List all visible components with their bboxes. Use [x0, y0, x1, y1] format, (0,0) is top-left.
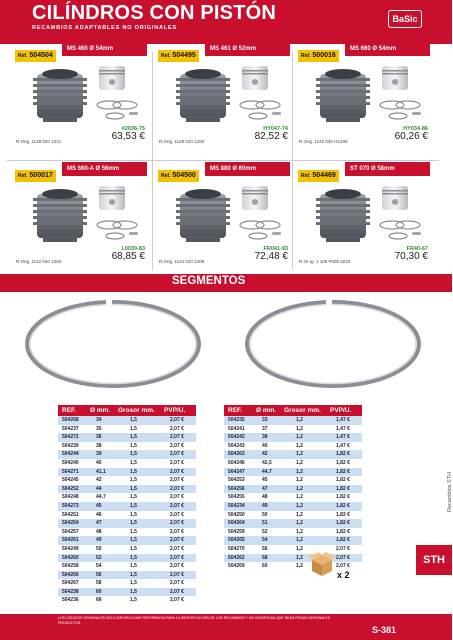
cell-ref: 504242	[228, 434, 245, 441]
cell-ref: 504259	[228, 528, 245, 535]
table-row	[224, 450, 362, 459]
cell-grosor: 1,5	[130, 485, 137, 492]
product-code: FR041-93	[263, 246, 288, 252]
product-code: FR40-67	[406, 246, 428, 252]
cell-pvp: 2,07 €	[170, 597, 184, 604]
table-row	[58, 476, 196, 485]
cell-grosor: 1,2	[296, 477, 303, 484]
col-grosor: Grosor mm.	[118, 407, 155, 414]
cell-ref: 504245	[62, 477, 79, 484]
product-price: 82,52 €	[254, 131, 288, 142]
ref-number: 504500	[172, 172, 196, 179]
ref-number: 504495	[172, 52, 196, 59]
cell-ref: 504251	[62, 511, 79, 518]
cell-diam: 66	[96, 597, 102, 604]
cell-diam: 54	[96, 563, 102, 570]
cell-ref: 504236	[62, 597, 79, 604]
cell-pvp: 1,47 €	[336, 442, 350, 449]
cell-grosor: 1,5	[130, 597, 137, 604]
original-ref: R.Orig. 1124 020 1209	[159, 259, 205, 264]
cell-ref: 504246	[228, 459, 245, 466]
table-row	[224, 442, 362, 451]
cell-ref: 504244	[62, 451, 79, 458]
table-row	[58, 511, 196, 520]
product-ref-tag	[298, 50, 339, 62]
cell-pvp: 2,07 €	[170, 417, 184, 423]
cell-diam: 44	[96, 485, 102, 492]
product-ref-tag	[158, 50, 199, 62]
cell-grosor: 1,5	[130, 588, 137, 595]
cell-grosor: 1,5	[130, 451, 137, 458]
product-card	[298, 162, 430, 277]
cell-pvp: 1,47 €	[336, 417, 350, 423]
side-label: Recambios STH	[447, 471, 453, 512]
cell-ref: 504266	[62, 571, 79, 578]
table-row	[224, 536, 362, 545]
cell-diam: 38	[96, 442, 102, 449]
cell-diam: 58	[262, 554, 268, 561]
cylinder-piston-image	[15, 180, 147, 252]
cell-ref: 504235	[228, 417, 245, 423]
cell-grosor: 1,2	[296, 563, 303, 570]
cell-grosor: 1,5	[130, 434, 137, 441]
cell-pvp: 1,82 €	[336, 502, 350, 509]
cell-diam: 52	[262, 528, 268, 535]
cell-pvp: 1,82 €	[336, 477, 350, 484]
ref-prefix: Ref.	[301, 173, 311, 179]
cell-diam: 46	[96, 511, 102, 518]
cell-diam: 34	[96, 417, 102, 423]
cell-ref: 504271	[62, 468, 79, 475]
product-ref-tag	[158, 170, 199, 182]
cell-grosor: 1,5	[130, 494, 137, 501]
cylinder-piston-image	[298, 60, 430, 132]
cell-ref: 504240	[62, 459, 79, 466]
cell-diam: 54	[262, 537, 268, 544]
cell-grosor: 1,2	[296, 520, 303, 527]
cell-grosor: 1,2	[296, 417, 303, 423]
cell-diam: 45	[262, 477, 268, 484]
table-row	[224, 511, 362, 520]
ref-prefix: Ref.	[161, 53, 171, 59]
original-ref: R.Or-ig. 1 106 P000 3232	[299, 259, 351, 264]
cell-grosor: 1,2	[296, 494, 303, 501]
ref-number: 504504	[29, 52, 53, 59]
product-code: HY047-74	[263, 126, 288, 132]
cell-diam: 40	[262, 442, 268, 449]
table-row	[224, 528, 362, 537]
cell-ref: 504253	[228, 477, 245, 484]
cell-grosor: 1,2	[296, 545, 303, 552]
cell-pvp: 2,07 €	[170, 425, 184, 432]
ref-number: 500017	[29, 172, 53, 179]
cell-ref: 504265	[228, 537, 245, 544]
table-row	[58, 493, 196, 502]
cell-pvp: 2,07 €	[170, 502, 184, 509]
table-row	[58, 416, 196, 425]
grid-divider	[7, 160, 439, 161]
ref-number: 500016	[312, 52, 336, 59]
cell-diam: 42,5	[262, 459, 272, 466]
cell-pvp: 2,07 €	[170, 545, 184, 552]
cell-pvp: 2,07 €	[170, 434, 184, 441]
cell-ref: 504241	[228, 425, 245, 432]
cell-diam: 48	[96, 528, 102, 535]
cell-pvp: 1,82 €	[336, 468, 350, 475]
page-number: S-381	[372, 625, 397, 635]
cell-grosor: 1,2	[296, 425, 303, 432]
product-price: 72,48 €	[254, 251, 288, 262]
cell-pvp: 2,07 €	[170, 520, 184, 527]
cell-pvp: 1,82 €	[336, 459, 350, 466]
col-diam: Ø mm.	[90, 407, 111, 414]
cell-grosor: 1,5	[130, 425, 137, 432]
cell-pvp: 2,07 €	[170, 511, 184, 518]
cell-grosor: 1,5	[130, 563, 137, 570]
cylinder-piston-image	[158, 60, 290, 132]
cell-grosor: 1,2	[296, 468, 303, 475]
cell-grosor: 1,2	[296, 554, 303, 561]
cell-ref: 504263	[228, 451, 245, 458]
cylinder-piston-image	[158, 180, 290, 252]
cell-grosor: 1,5	[130, 554, 137, 561]
cell-grosor: 1,5	[130, 468, 137, 475]
cell-ref: 504248	[62, 494, 79, 501]
cell-pvp: 1,47 €	[336, 425, 350, 432]
table-row	[58, 468, 196, 477]
cell-pvp: 1,82 €	[336, 511, 350, 518]
cell-grosor: 1,2	[296, 459, 303, 466]
cell-pvp: 2,07 €	[170, 442, 184, 449]
cell-pvp: 2,07 €	[170, 580, 184, 587]
cell-pvp: 2,07 €	[170, 494, 184, 501]
table-row	[58, 433, 196, 442]
cell-ref: 504268	[62, 417, 79, 423]
table-row	[58, 502, 196, 511]
product-name-tag: MS 880 Ø 60mm	[205, 162, 290, 176]
cell-ref: 504267	[62, 580, 79, 587]
product-card	[15, 42, 147, 157]
col-pvp: PVP/U.	[164, 407, 186, 414]
cell-ref: 504237	[62, 425, 79, 432]
table-row	[58, 519, 196, 528]
cell-grosor: 1,2	[296, 451, 303, 458]
cell-ref: 504262	[228, 554, 245, 561]
ref-number: 504469	[312, 172, 336, 179]
cell-diam: 42	[96, 477, 102, 484]
segments-table-left	[58, 416, 196, 605]
cell-ref: 504249	[62, 545, 79, 552]
table-row	[224, 416, 362, 425]
product-code: #2036-75	[121, 126, 145, 132]
brand-logo: BaSic	[388, 10, 422, 28]
cell-diam: 49	[96, 537, 102, 544]
table-header-left	[58, 405, 196, 416]
col-diam: Ø mm.	[256, 407, 277, 414]
product-name-tag: ST 070 Ø 58mm	[345, 162, 430, 176]
cell-pvp: 2,07 €	[336, 545, 350, 552]
piston-ring-image	[18, 296, 208, 392]
product-card	[298, 42, 430, 157]
table-row	[224, 493, 362, 502]
cylinder-piston-image	[298, 180, 430, 252]
table-row	[224, 485, 362, 494]
cell-pvp: 1,47 €	[336, 434, 350, 441]
cell-diam: 38	[262, 434, 268, 441]
cell-pvp: 2,07 €	[170, 537, 184, 544]
cell-grosor: 1,5	[130, 459, 137, 466]
page-subtitle: RECAMBIOS ADAPTABLES NO ORIGINALES	[32, 25, 177, 31]
cell-grosor: 1,5	[130, 502, 137, 509]
cell-ref: 504257	[62, 528, 79, 535]
col-grosor: Grosor mm.	[284, 407, 321, 414]
cell-grosor: 1,2	[296, 434, 303, 441]
table-row	[58, 596, 196, 605]
side-category-tab: STH	[416, 545, 452, 575]
grid-divider	[152, 52, 153, 270]
cell-pvp: 1,82 €	[336, 528, 350, 535]
cell-grosor: 1,5	[130, 580, 137, 587]
cell-pvp: 2,07 €	[170, 468, 184, 475]
product-code: L0039-83	[121, 246, 145, 252]
cell-diam: 42	[262, 451, 268, 458]
cell-ref: 504264	[228, 520, 245, 527]
cell-diam: 35	[96, 425, 102, 432]
col-pvp: PVP/U.	[330, 407, 352, 414]
product-price: 68,85 €	[111, 251, 145, 262]
table-row	[224, 519, 362, 528]
original-ref: R.Orig. 1128 020 1250	[159, 139, 205, 144]
cell-grosor: 1,5	[130, 417, 137, 423]
table-row	[58, 554, 196, 563]
cell-pvp: 2,07 €	[336, 554, 350, 561]
cell-diam: 56	[96, 571, 102, 578]
cell-diam: 48	[262, 494, 268, 501]
cell-diam: 37	[262, 425, 268, 432]
cell-pvp: 2,07 €	[170, 554, 184, 561]
cylinder-piston-image	[15, 60, 147, 132]
product-price: 70,30 €	[394, 251, 428, 262]
cell-diam: 60	[262, 563, 268, 570]
cell-ref: 504273	[62, 502, 79, 509]
cell-grosor: 1,5	[130, 537, 137, 544]
cell-ref: 504258	[62, 563, 79, 570]
grid-divider	[292, 52, 293, 270]
table-row	[58, 588, 196, 597]
product-ref-tag	[15, 50, 56, 62]
cell-diam: 44,7	[96, 494, 106, 501]
cell-grosor: 1,5	[130, 442, 137, 449]
cell-grosor: 1,5	[130, 571, 137, 578]
cell-pvp: 2,07 €	[170, 485, 184, 492]
table-header-right	[224, 405, 362, 416]
table-row	[224, 545, 362, 554]
cell-ref: 504247	[228, 468, 245, 475]
cell-diam: 44,7	[262, 468, 272, 475]
table-row	[58, 536, 196, 545]
pack-quantity: x 2	[337, 570, 350, 580]
box-icon	[308, 550, 336, 578]
product-name-tag: MS 660-A Ø 56mm	[62, 162, 147, 176]
cell-diam: 33	[262, 417, 268, 423]
cell-pvp: 2,07 €	[170, 571, 184, 578]
table-row	[58, 571, 196, 580]
cell-diam: 51	[262, 520, 268, 527]
cell-ref: 504272	[62, 434, 79, 441]
col-ref: REF.	[228, 407, 243, 414]
cell-grosor: 1,2	[296, 442, 303, 449]
cell-diam: 52	[96, 554, 102, 561]
product-price: 60,26 €	[394, 131, 428, 142]
table-row	[224, 502, 362, 511]
cell-ref: 504252	[62, 485, 79, 492]
cell-grosor: 1,5	[130, 477, 137, 484]
cell-diam: 56	[262, 545, 268, 552]
original-ref: R.Orig. 1122 020 H1209	[299, 139, 348, 144]
table-row	[58, 450, 196, 459]
table-row	[58, 545, 196, 554]
product-name-tag: MS 461 Ø 52mm	[205, 42, 290, 56]
footer-disclaimer: LOS CÓDIGOS ORIGINALES SÓLO SIRVEN COMO REFERENCIA PARA LA IDENTIFICACIÓN DE LOS RECAMBIOS Y NO SIGNIFICAN QUE SEAN PIEZAS ORIGINALES PRODUCTOS	[58, 616, 331, 625]
section-title: SEGMENTOS	[172, 275, 246, 287]
cell-diam: 50	[262, 511, 268, 518]
product-card	[15, 162, 147, 277]
cell-ref: 504239	[62, 442, 79, 449]
product-ref-tag	[15, 170, 56, 182]
cell-ref: 504243	[228, 442, 245, 449]
cell-diam: 58	[96, 580, 102, 587]
cell-pvp: 1,82 €	[336, 451, 350, 458]
table-row	[224, 468, 362, 477]
product-price: 63,53 €	[111, 131, 145, 142]
cell-pvp: 2,07 €	[170, 477, 184, 484]
cell-pvp: 2,07 €	[336, 563, 350, 570]
cell-pvp: 1,82 €	[336, 537, 350, 544]
cell-ref: 504234	[228, 502, 245, 509]
cell-pvp: 2,07 €	[170, 451, 184, 458]
ref-prefix: Ref.	[18, 173, 28, 179]
cell-ref: 504256	[228, 485, 245, 492]
ref-prefix: Ref.	[18, 53, 28, 59]
table-row	[58, 485, 196, 494]
col-ref: REF.	[62, 407, 77, 414]
cell-ref: 504255	[228, 494, 245, 501]
product-card	[158, 162, 290, 277]
original-ref: R.Orig. 1122 020 1250	[16, 259, 62, 264]
product-card	[158, 42, 290, 157]
cell-diam: 45	[96, 502, 102, 509]
piston-ring-image	[238, 296, 428, 392]
cell-diam: 40	[96, 459, 102, 466]
cell-diam: 39	[96, 451, 102, 458]
cell-ref: 504238	[62, 588, 79, 595]
cell-grosor: 1,2	[296, 537, 303, 544]
table-row	[224, 554, 362, 563]
cell-diam: 49	[262, 502, 268, 509]
cell-pvp: 1,82 €	[336, 485, 350, 492]
cell-grosor: 1,5	[130, 511, 137, 518]
cell-grosor: 1,2	[296, 502, 303, 509]
original-ref: R.Orig. 1128 020 1221	[16, 139, 62, 144]
product-code: HY034-86	[403, 126, 428, 132]
ref-prefix: Ref.	[161, 173, 171, 179]
table-row	[58, 562, 196, 571]
cell-diam: 47	[262, 485, 268, 492]
cell-diam: 41,1	[96, 468, 106, 475]
cell-pvp: 2,07 €	[170, 563, 184, 570]
cell-grosor: 1,5	[130, 528, 137, 535]
segments-table-right	[224, 416, 362, 571]
cell-grosor: 1,2	[296, 511, 303, 518]
cell-diam: 60	[96, 588, 102, 595]
table-row	[224, 476, 362, 485]
product-name-tag: MS 660 Ø 54mm	[345, 42, 430, 56]
cell-grosor: 1,2	[296, 528, 303, 535]
product-name-tag: MS 460 Ø 54mm	[62, 42, 147, 56]
cell-ref: 504270	[228, 545, 245, 552]
table-row	[224, 433, 362, 442]
table-row	[224, 425, 362, 434]
table-row	[58, 459, 196, 468]
cell-grosor: 1,5	[130, 520, 137, 527]
cell-pvp: 1,82 €	[336, 520, 350, 527]
cell-diam: 36	[96, 434, 102, 441]
cell-pvp: 1,82 €	[336, 494, 350, 501]
table-row	[58, 528, 196, 537]
cell-pvp: 2,07 €	[170, 528, 184, 535]
cell-ref: 504261	[62, 537, 79, 544]
cell-ref: 504269	[228, 563, 245, 570]
cell-diam: 50	[96, 545, 102, 552]
product-ref-tag	[298, 170, 339, 182]
cell-grosor: 1,2	[296, 485, 303, 492]
page-title: CILÍNDROS CON PISTÓN	[32, 2, 277, 24]
table-row	[224, 459, 362, 468]
cell-pvp: 2,07 €	[170, 588, 184, 595]
cell-pvp: 2,07 €	[170, 459, 184, 466]
ref-prefix: Ref.	[301, 53, 311, 59]
cell-ref: 504260	[62, 554, 79, 561]
cell-ref: 504254	[62, 520, 79, 527]
table-row	[58, 442, 196, 451]
cell-ref: 504250	[228, 511, 245, 518]
cell-diam: 47	[96, 520, 102, 527]
cell-grosor: 1,5	[130, 545, 137, 552]
table-row	[58, 425, 196, 434]
table-row	[58, 579, 196, 588]
